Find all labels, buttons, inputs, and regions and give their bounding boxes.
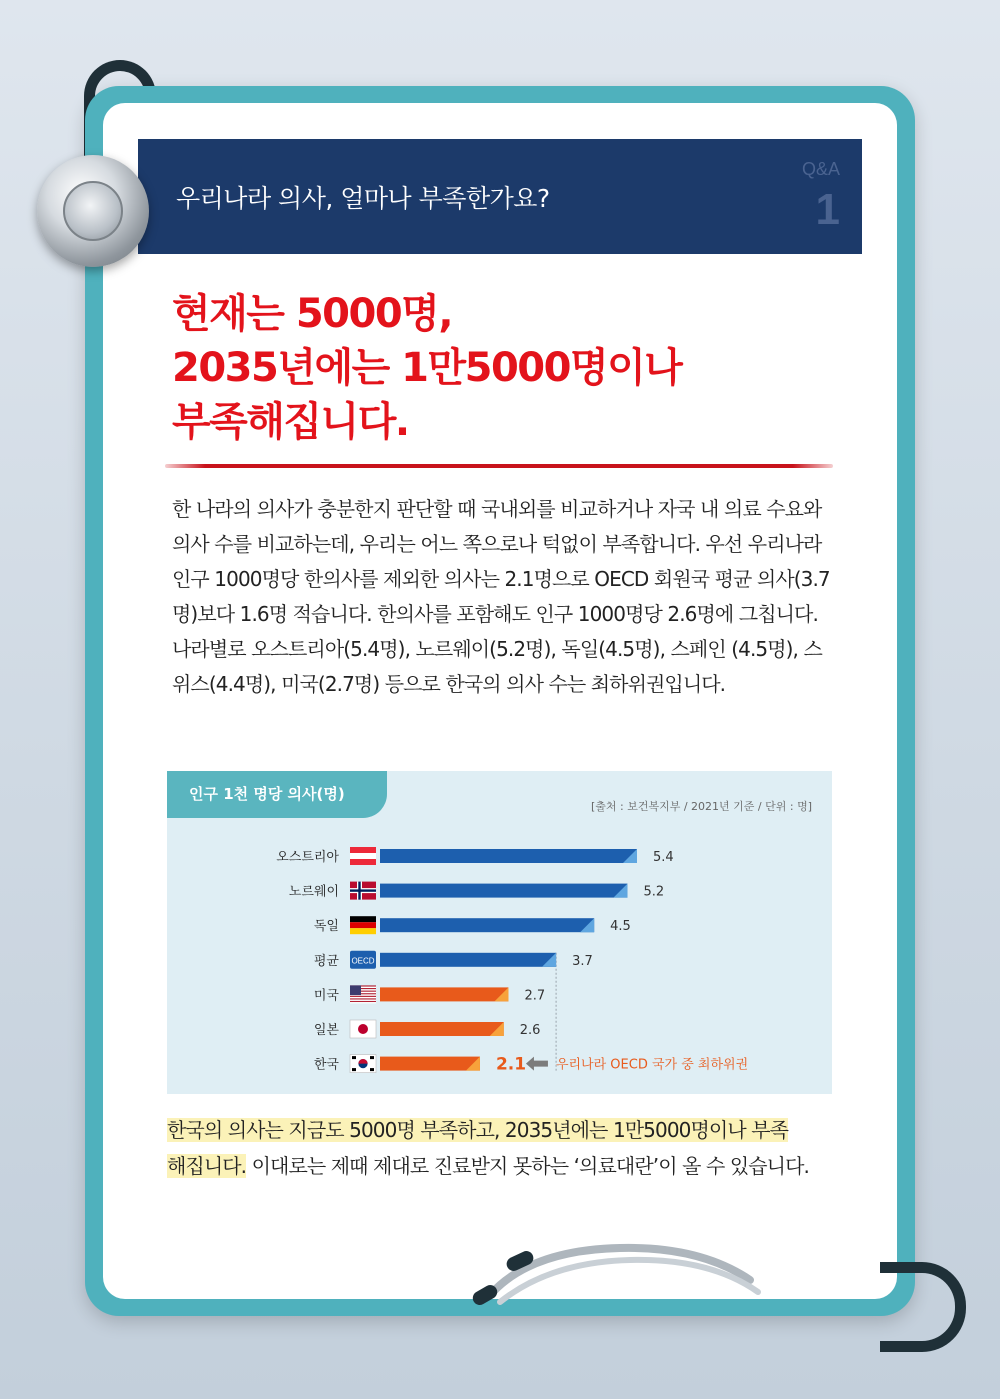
category-label: 한국 (313, 1057, 339, 1073)
category-label: 오스트리아 (276, 850, 339, 865)
value-label: 5.2 (643, 884, 665, 900)
highlight-text-2: 해집니다. (167, 1154, 247, 1178)
norway-flag-icon (350, 882, 376, 900)
bar (380, 1022, 504, 1036)
question-title: 우리나라 의사, 얼마나 부족한가요? (176, 184, 550, 213)
value-label: 5.4 (653, 850, 674, 865)
qa-label: Q&A (801, 159, 840, 179)
value-label: 2.7 (524, 988, 546, 1004)
bar-chart (167, 771, 832, 1094)
bar (380, 953, 556, 967)
headline-line-1: 현재는 5000명, (172, 291, 453, 337)
conclusion-paragraph (167, 1112, 835, 1184)
germany-flag-icon (350, 916, 376, 934)
red-divider (165, 464, 833, 468)
bar (380, 1057, 480, 1071)
stethoscope-earpiece-icon (470, 1240, 770, 1310)
value-label: 4.5 (610, 919, 631, 935)
category-label: 일본 (313, 1023, 339, 1038)
category-label: 독일 (313, 919, 339, 935)
bar (380, 849, 637, 863)
bar (380, 918, 594, 932)
highlight-text-1: 한국의 의사는 지금도 5000명 부족하고, 2035년에는 1만5000명이나 부족 (167, 1118, 789, 1142)
headline-line-2: 2035년에는 1만5000명이나 (172, 345, 682, 391)
conclusion-rest: 이대로는 제때 제대로 진료받지 못하는 ‘의료대란’이 올 수 있습니다. (246, 1154, 809, 1178)
qa-number: 1 (815, 185, 840, 234)
bar (380, 987, 509, 1001)
chart-source: [출처 : 보건복지부 / 2021년 기준 / 단위 : 명] (590, 800, 812, 813)
category-label: 노르웨이 (288, 884, 339, 900)
value-label: 2.1 (495, 1054, 527, 1075)
category-label: 평균 (313, 953, 339, 969)
austria-flag-icon (350, 847, 376, 865)
annotation-arrow-icon (526, 1057, 548, 1071)
japan-flag-icon (350, 1020, 376, 1038)
stethoscope-tube-bottom-icon (880, 1262, 966, 1352)
headline-line-3: 부족해집니다. (172, 399, 409, 445)
chart-title: 인구 1천 명당 의사(명) (167, 771, 387, 818)
stethoscope-diaphragm-icon (63, 181, 123, 241)
value-label: 2.6 (519, 1023, 541, 1038)
chart-annotation: 우리나라 OECD 국가 중 최하위권 (555, 1057, 749, 1073)
category-label: 미국 (313, 988, 339, 1004)
oecd-logo-icon (350, 951, 376, 969)
stethoscope-chestpiece-icon (37, 155, 149, 267)
svg-text:OECD: OECD (351, 956, 375, 966)
value-label: 3.7 (572, 953, 593, 969)
bar (380, 884, 627, 898)
answer-headline (172, 287, 832, 449)
korea-flag-icon (350, 1055, 376, 1073)
chart-panel (167, 771, 832, 1094)
usa-flag-icon (350, 985, 376, 1003)
body-paragraph: 한 나라의 의사가 충분한지 판단할 때 국내외를 비교하거나 자국 내 의료 수요와 의사 수를 비교하는데, 우리는 어느 쪽으로나 턱없이 부족합니다. 우선 우리나라 인구 1000명당 한의사를 제외한 의사는 2.1명으로 OECD 회원국 평균 의사(3.7명)보다 1.6명 적습니다. 한의사를 포함해도 인구 1000명당 2.6명에 그칩니다. 나라별로 오스트리아(5.4명), 노르웨이(5.2명), 독일(4.5명), 스페인 (4.5명), 스위스(4.4명), 미국(2.7명) 등으로 한국의 의사 수는 최하위권입니다. (172, 497, 830, 696)
question-header (138, 139, 862, 254)
